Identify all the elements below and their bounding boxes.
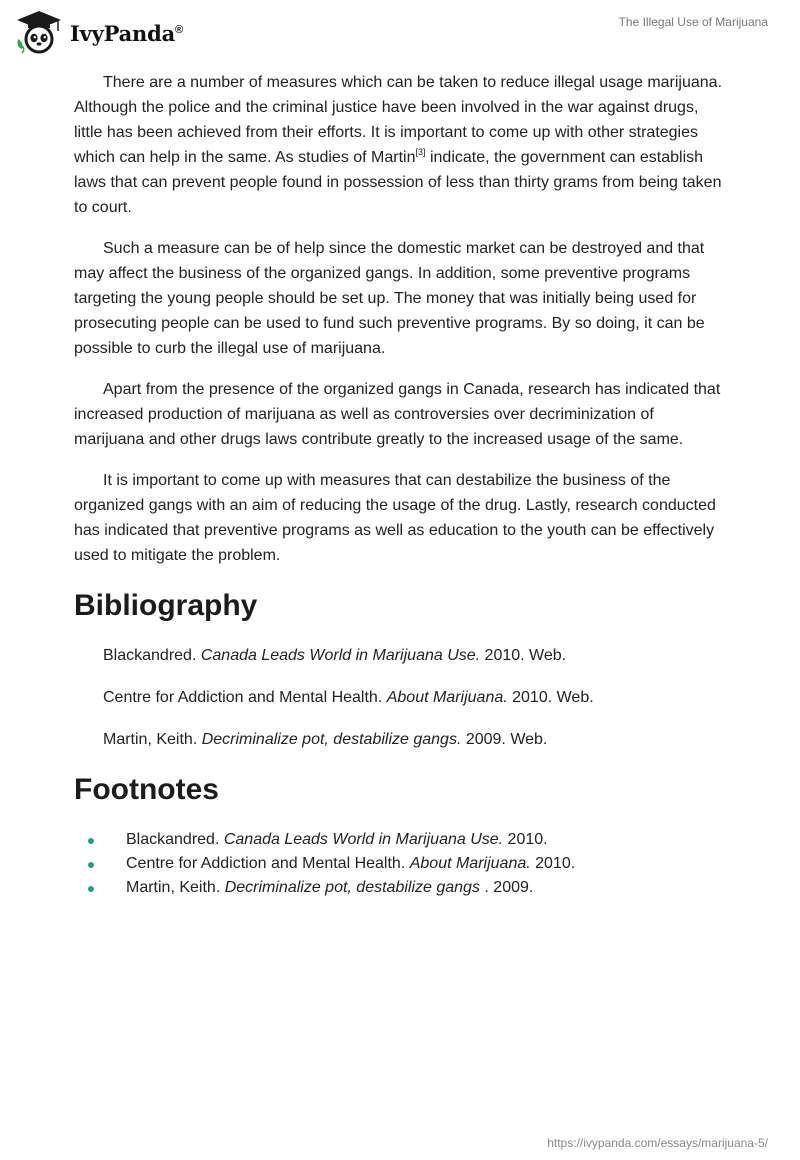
bullet-icon	[88, 862, 94, 868]
footnote-item: Blackandred. Canada Leads World in Marijuana Use. 2010.	[74, 828, 726, 852]
source-url[interactable]: https://ivypanda.com/essays/marijuana-5/	[547, 1136, 768, 1150]
bullet-icon	[88, 838, 94, 844]
footnotes-list	[74, 828, 726, 900]
bibliography-entry: Centre for Addiction and Mental Health. About Marijuana. 2010. Web.	[103, 689, 594, 706]
body-paragraph: Apart from the presence of the organized gangs in Canada, research has indicated that increased production of marijuana as well as controversies over decriminization of marijuana and other drugs laws contribute greatly to the increased usage of the same.	[74, 381, 721, 448]
brand-logo[interactable]	[14, 8, 183, 56]
essay-content	[74, 70, 726, 900]
brand-name: IvyPanda®	[70, 20, 183, 46]
footnote-item: Martin, Keith. Decriminalize pot, destabilize gangs . 2009.	[74, 876, 726, 900]
bibliography-entry: Martin, Keith. Decriminalize pot, destabilize gangs. 2009. Web.	[103, 731, 548, 748]
bibliography-entry: Blackandred. Canada Leads World in Marijuana Use. 2010. Web.	[103, 647, 567, 664]
document-title: The Illegal Use of Marijuana	[618, 15, 768, 29]
body-paragraph: There are a number of measures which can be taken to reduce illegal usage marijuana. Although the police and the criminal justice have been involved in the war against drugs, little has been achieved from their efforts. It is important to come up with other strategies which can help in the same. As studies of Martin[3] indicate, the government can establish laws that can prevent people found in possession of less than thirty grams from being taken to court.	[74, 74, 723, 216]
body-paragraph: Such a measure can be of help since the domestic market can be destroyed and that may affect the business of the organized gangs. In addition, some preventive programs targeting the young people should be set up. The money that was initially being used for prosecuting people can be used to fund such preventive programs. By so doing, it can be possible to curb the illegal use of marijuana.	[74, 240, 705, 357]
footnote-reference[interactable]: [3]	[415, 147, 426, 157]
panda-logo-icon	[14, 9, 64, 55]
bibliography-heading: Bibliography	[74, 589, 258, 622]
body-paragraph: It is important to come up with measures that can destabilize the business of the organized gangs with an aim of reducing the usage of the drug. Lastly, research conducted has indicated that preventive programs as well as education to the youth can be effectively used to mitigate the problem.	[74, 472, 716, 564]
page-header	[0, 0, 800, 64]
footnote-item: Centre for Addiction and Mental Health. About Marijuana. 2010.	[74, 852, 726, 876]
footnotes-heading: Footnotes	[74, 773, 219, 806]
bullet-icon	[88, 886, 94, 892]
